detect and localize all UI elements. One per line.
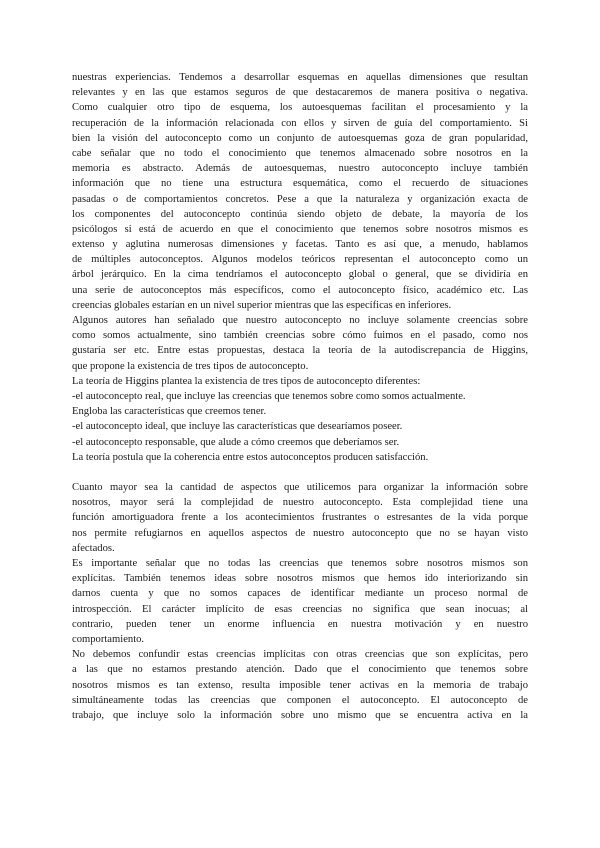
text-line: pasadas o de comportamientos concretos. Pese a que la naturaleza y organización exacta de	[72, 193, 528, 205]
text-line: La teoría de Higgins plantea la existencia de tres tipos de autoconcepto diferentes:	[72, 375, 421, 387]
text-line: gustaría ser etc. Entre estas propuestas, destaca la teoría de la autodiscrepancia de Higgins,	[72, 345, 528, 357]
text-line: bien la visión del autoconcepto como un conjunto de autoesquemas goza de gran popularidad,	[72, 132, 528, 144]
text-line: árbol jerárquico. En la cima tendríamos el autoconcepto global o general, que se dividiría en	[72, 269, 528, 281]
paragraph-gap	[72, 465, 528, 480]
text-line: psicólogos si está de acuerdo en que el conocimiento que tenemos sobre nosotros mismos es	[72, 223, 528, 235]
text-line: relevantes y en las que estamos seguros de que destacaremos de manera positiva o negativa.	[72, 87, 528, 99]
text-line: función amortiguadora frente a los acontecimientos frustrantes o estresantes de la vida porque	[72, 512, 528, 524]
text-line: explícitas. También tenemos ideas sobre nosotros mismos que hemos ido interiorizando sin	[72, 573, 528, 585]
text-line: nosotros, mayor será la complejidad de nuestro autoconcepto. Esta complejidad tiene una	[72, 497, 528, 509]
text-line: -el autoconcepto responsable, que alude a cómo creemos que deberíamos ser.	[72, 436, 400, 448]
text-line: comportamiento.	[72, 633, 145, 645]
text-line: Cuanto mayor sea la cantidad de aspectos que utilicemos para organizar la información sobre	[72, 482, 528, 494]
text-line: introspección. El carácter implícito de esas creencias no significa que sean inocuas; al	[72, 603, 528, 615]
text-line: trabajo, que incluye solo la información sobre uno mismo que se encuentra activa en la	[72, 709, 528, 721]
text-line: cabe señalar que no todo el conocimiento que tenemos almacenado sobre nosotros en la	[72, 147, 528, 159]
text-line: que propone la existencia de tres tipos de autoconcepto.	[72, 360, 309, 372]
text-line: los componentes del autoconcepto continúa siendo objeto de debate, la mayoría de los	[72, 208, 528, 220]
text-line: -el autoconcepto ideal, que incluye las características que desearíamos poseer.	[72, 421, 403, 433]
text-line: información que no tiene una estructura esquemática, como el recuerdo de situaciones	[72, 178, 528, 190]
text-line: como somos actualmente, sino también creencias sobre cómo fuimos en el pasado, como nos	[72, 330, 528, 342]
text-line: La teoría postula que la coherencia entre estos autoconceptos producen satisfacción.	[72, 451, 429, 463]
text-line: una serie de autoconceptos más específicos, como el autoconcepto físico, académico etc. Las	[72, 284, 528, 296]
text-line: nuestras experiencias. Tendemos a desarrollar esquemas en aquellas dimensiones que resultan	[72, 72, 528, 83]
text-line: No debemos confundir estas creencias implícitas con otras creencias que son explícitas, pero	[72, 649, 528, 661]
document-page	[72, 70, 528, 723]
text-line: -el autoconcepto real, que incluye las creencias que tenemos sobre como somos actualmente.	[72, 390, 466, 402]
text-line: memoria es abstracto. Además de autoesquemas, nuestro autoconcepto incluye también	[72, 163, 528, 175]
text-line: Engloba las características que creemos tener.	[72, 406, 267, 418]
text-line: nosotros mismos es tan extenso, resulta imposible tener activas en la memoria de trabajo	[72, 679, 528, 691]
text-line: simultáneamente todas las creencias que componen el autoconcepto. El autoconcepto de	[72, 694, 528, 706]
text-line: a las que no estamos prestando atención. Dado que el conocimiento que tenemos sobre	[72, 664, 528, 676]
text-line: nos permite refugiarnos en aquellos aspectos de nuestro autoconcepto que no se hayan visto	[72, 527, 528, 539]
text-line: Es importante señalar que no todas las creencias que tenemos sobre nosotros mismos son	[72, 558, 528, 569]
text-line: de múltiples autoconceptos. Algunos modelos teóricos representan el autoconcepto como un	[72, 254, 528, 266]
text-line: darnos cuenta y que no somos capaces de identificar mediante un proceso normal de	[72, 588, 528, 600]
text-line: contrario, pueden tener un enorme influencia en nuestra motivación y en nuestro	[72, 618, 528, 630]
text-line: Como cualquier otro tipo de esquema, los autoesquemas facilitan el procesamiento y la	[72, 102, 528, 114]
text-line: afectados.	[72, 542, 115, 554]
text-line: Algunos autores han señalado que nuestro autoconcepto no incluye solamente creencias sobre	[72, 315, 528, 326]
text-line: extenso y aglutina numerosas dimensiones y facetas. Tanto es así que, a menudo, hablamos	[72, 239, 528, 251]
text-line: creencias globales estarían en un nivel superior mientras que las específicas en inferiores.	[72, 299, 452, 311]
text-line: recuperación de la información relacionada con ellos y sirven de guía del comportamiento. Si	[72, 117, 528, 129]
